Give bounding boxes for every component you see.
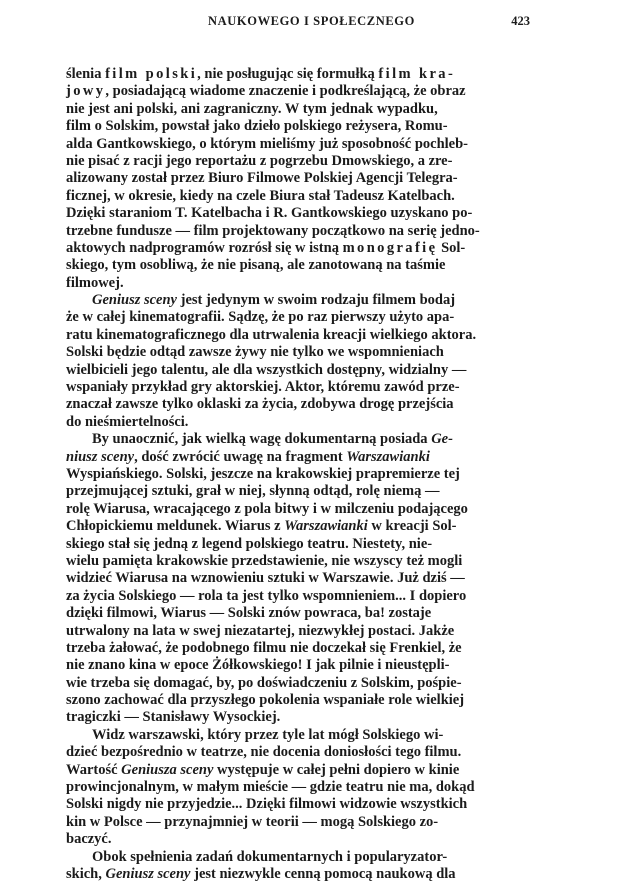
text-line — [66, 257, 530, 274]
text-run: widzieć Wiarusa na wznowieniu sztuki w Warszawie. Już dziś — — [66, 570, 465, 587]
text-line — [66, 657, 530, 674]
text-line — [66, 623, 530, 640]
text-run: dzięki filmowi, Wiarus — Solski znów powraca, ba! zostaje — [66, 605, 432, 622]
text-line — [66, 309, 530, 326]
text-line — [66, 396, 530, 413]
text-line — [66, 362, 530, 379]
text-run: alda Gantkowskiego, o którym mieliśmy już sposobność pochleb- — [66, 135, 469, 152]
text-line — [66, 101, 530, 118]
text-line — [66, 709, 530, 726]
text-run: Wartość — [66, 761, 122, 778]
text-run: utrwalony na lata w swej niezatartej, niezwykłej postaci. Jakże — [66, 622, 455, 639]
text-line — [66, 831, 530, 848]
text-run: Obok spełnienia zadań dokumentarnych i popularyzator- — [92, 848, 448, 865]
text-run: wie trzeba się domagać, by, po doświadczeniu z Solskim, pośpie- — [66, 674, 462, 691]
italic-title: Ge- — [431, 431, 453, 448]
text-line — [66, 83, 530, 100]
text-line — [66, 866, 530, 883]
text-line — [66, 466, 530, 483]
text-line — [66, 849, 530, 866]
italic-title: niusz sceny — [66, 448, 135, 465]
text-run: za życia Solskiego — rola ta jest tylko wspomnieniem... I dopiero — [66, 587, 467, 604]
text-run: do nieśmiertelności. — [66, 413, 189, 430]
text-run: baczyć. — [66, 831, 112, 848]
text-run: tragiczki — Stanisławy Wysockiej. — [66, 709, 281, 726]
text-run: Solski będzie odtąd zawsze żywy nie tylko we wspomnieniach — [66, 344, 444, 361]
text-line — [66, 188, 530, 205]
italic-title: Geniusza sceny — [121, 761, 214, 778]
text-run: nie pisać z racji jego reportażu z pogrzebu Dmowskiego, a zre- — [66, 152, 453, 169]
text-line — [66, 779, 530, 796]
text-line — [66, 588, 530, 605]
italic-title: Geniusz sceny — [92, 292, 177, 309]
spaced-emphasis: film polski — [105, 66, 198, 82]
text-run: ślenia — [66, 66, 106, 82]
body-text — [66, 66, 530, 883]
text-run: jest jedynym w swoim rodzaju filmem bodaj — [177, 292, 456, 309]
text-line — [66, 118, 530, 135]
text-run: film o Solskim, powstał jako dzieło polskiego reżysera, Romu- — [66, 118, 448, 135]
text-run: wspaniały przykład gry aktorskiej. Aktor, któremu zawód prze- — [66, 379, 460, 396]
text-run: jest niezwykle cenną pomocą naukową dla — [190, 865, 456, 882]
text-run: w kreacji Sol- — [367, 518, 457, 535]
text-run: Chłopickiemu meldunek. Wiarus z — [66, 518, 285, 535]
italic-title: Warszawianki — [284, 518, 368, 535]
text-line — [66, 449, 530, 466]
text-line — [66, 675, 530, 692]
text-line — [66, 501, 530, 518]
text-line — [66, 796, 530, 813]
running-head — [93, 14, 530, 34]
text-run: wielu pamięta krakowskie przedstawienie, nie wszyscy też mogli — [66, 552, 463, 569]
spaced-emphasis: monografię — [342, 239, 438, 256]
text-run: aktowych nadprogramów rozrósł się w istną — [66, 239, 343, 256]
text-line — [66, 379, 530, 396]
text-run: filmowej. — [66, 274, 124, 291]
text-run: ratu kinematograficznego dla utrwalenia kreacji wielkiego aktora. — [66, 326, 477, 343]
text-run: dzieć bezpośrednio w teatrze, nie docenia doniosłości tego filmu. — [66, 744, 462, 761]
text-run: , nie posługując się formułką — [197, 66, 379, 82]
text-line — [66, 153, 530, 170]
text-run: , posiadającą wiadome znaczenie i podkreślającą, że obraz — [105, 83, 466, 100]
text-line — [66, 414, 530, 431]
text-line — [66, 292, 530, 309]
text-line — [66, 640, 530, 657]
text-line — [66, 223, 530, 240]
page-number: 423 — [511, 14, 530, 28]
text-run: szono zachować dla przyszłego pokolenia wspaniałe role wielkiej — [66, 692, 465, 709]
text-run: Sol- — [437, 239, 466, 256]
text-line — [66, 240, 530, 257]
text-run: , dość zwrócić uwagę na fragment — [134, 448, 347, 465]
text-run: znaczał zawsze tylko oklaski za życia, zdobywa drogę przejścia — [66, 396, 454, 413]
text-line — [66, 570, 530, 587]
text-line — [66, 170, 530, 187]
running-title: NAUKOWEGO I SPOŁECZNEGO — [208, 14, 415, 28]
text-line — [66, 483, 530, 500]
text-run: nie jest ani polski, ani zagraniczny. W tym jednak wypadku, — [66, 100, 438, 117]
text-run: nie znano kina w epoce Żółkowskiego! I jak pilnie i nieustępli- — [66, 657, 450, 674]
text-line — [66, 536, 530, 553]
text-run: By unaocznić, jak wielką wagę dokumentarną posiada — [92, 431, 432, 448]
text-run: trzebne fundusze — film projektowany początkowo na serię jedno- — [66, 222, 480, 239]
text-line — [66, 136, 530, 153]
text-line — [66, 205, 530, 222]
text-run: Solski nigdy nie przyjedzie... Dzięki filmowi widzowie wszystkich — [66, 796, 468, 813]
italic-title: Warszawianki — [346, 448, 430, 465]
text-run: rolę Wiarusa, wracającego z pola bitwy i w milczeniu podającego — [66, 500, 468, 517]
text-run: skiego stał się jedną z legend polskiego teatru. Niestety, nie- — [66, 535, 433, 552]
text-run: kin w Polsce — przynajmniej w teorii — mogą Solskiego zo- — [66, 813, 439, 830]
italic-title: Geniusz sceny — [105, 865, 191, 882]
text-run: alizowany został przez Biuro Filmowe Polskiej Agencji Telegra- — [66, 170, 458, 187]
text-run: Dzięki staraniom T. Katelbacha i R. Gantkowskiego uzyskano po- — [66, 205, 473, 222]
text-run: że w całej kinematografii. Sądzę, że po raz pierwszy użyto apa- — [66, 309, 455, 326]
text-line — [66, 275, 530, 292]
text-line — [66, 814, 530, 831]
text-line — [66, 727, 530, 744]
text-line — [66, 66, 530, 83]
text-run: prowincjonalnym, w małym mieście — gdzie teatru nie ma, dokąd — [66, 779, 475, 796]
text-run: skiego, tym osobliwą, że nie pisaną, ale zanotowaną na taśmie — [66, 257, 446, 274]
text-run: skich, — [66, 865, 106, 882]
spaced-emphasis: jowy — [66, 83, 106, 100]
text-run: Wyspiańskiego. Solski, jeszcze na krakowskiej prapremierze tej — [66, 465, 460, 482]
text-line — [66, 762, 530, 779]
text-line — [66, 518, 530, 535]
text-line — [66, 692, 530, 709]
text-line — [66, 431, 530, 448]
spaced-emphasis: film kra- — [378, 66, 456, 82]
text-run: ficznej, w okresie, kiedy na czele Biura stał Tadeusz Katelbach. — [66, 187, 455, 204]
text-run: występuje w całej pełni dopiero w kinie — [213, 761, 460, 778]
text-run: Widz warszawski, który przez tyle lat mógł Solskiego wi- — [92, 726, 444, 743]
text-run: przejmującej sztuki, grał w niej, słynną odtąd, rolę niemą — — [66, 483, 440, 500]
text-line — [66, 344, 530, 361]
text-run: wielbicieli jego talentu, ale dla wszystkich dostępny, widzialny — — [66, 361, 467, 378]
text-line — [66, 744, 530, 761]
text-line — [66, 553, 530, 570]
text-line — [66, 605, 530, 622]
text-run: trzeba żałować, że podobnego filmu nie doczekał się Frenkiel, że — [66, 639, 462, 656]
text-line — [66, 327, 530, 344]
